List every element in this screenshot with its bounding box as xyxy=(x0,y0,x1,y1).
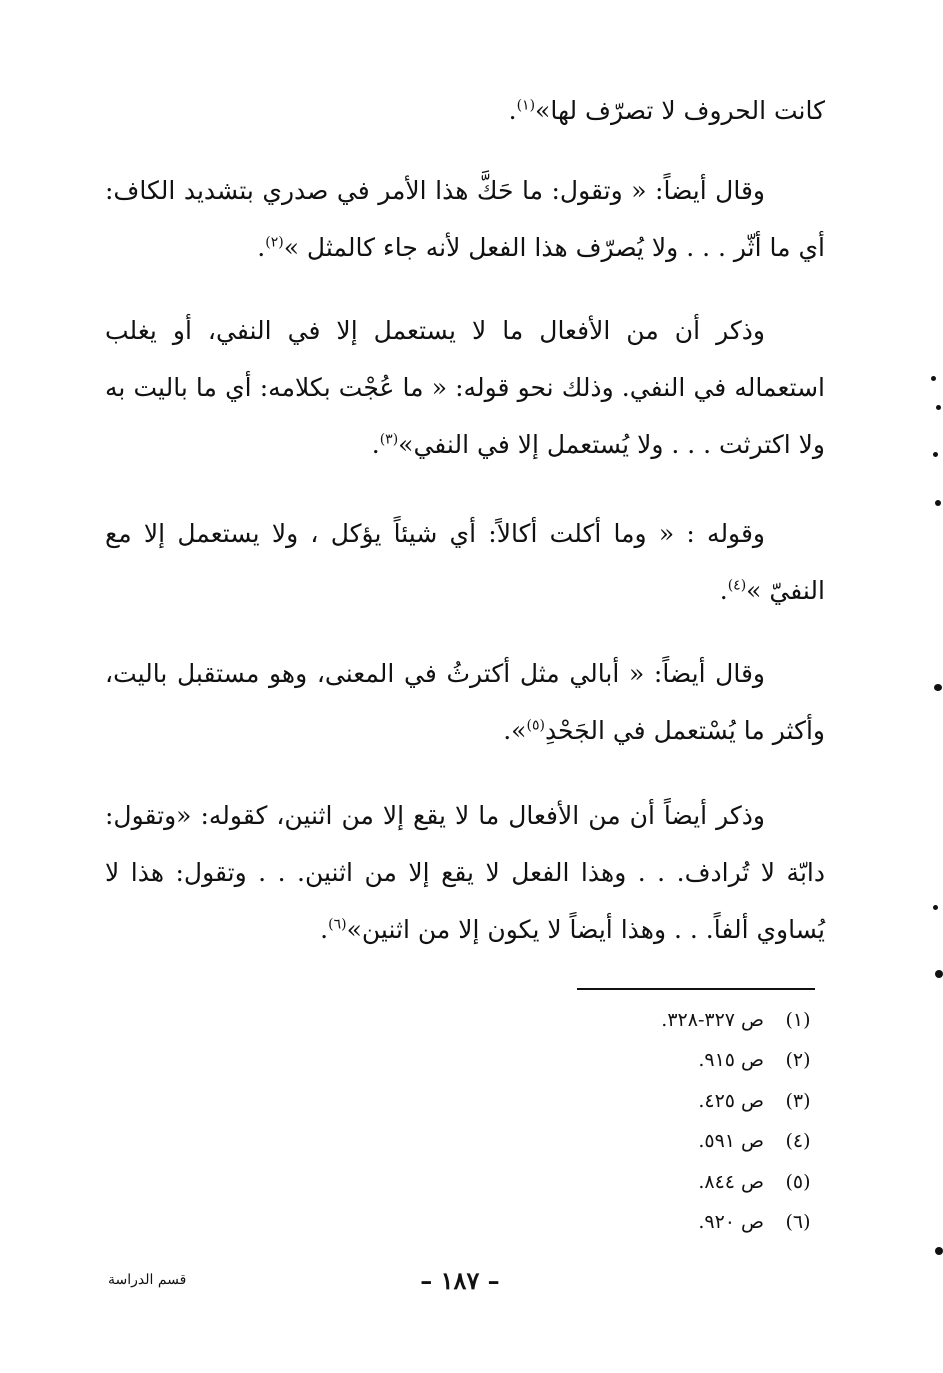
footnote-number: (٥) xyxy=(785,1170,811,1193)
footnote-item xyxy=(560,1081,820,1121)
footnote-reference: (١) xyxy=(516,97,536,114)
paragraph-negation-verbs xyxy=(105,302,825,473)
paragraph-body: وقال أيضاً: « وتقول: ما حَكَّ هذا الأمر في صدري بتشديد الكاف: أي ما أثّر . . . ولا يُصرّف هذا الفعل لأنه جاء كالمثل » xyxy=(105,176,825,262)
page-number: – ١٨٧ – xyxy=(420,1266,500,1295)
footnote-reference: (٥) xyxy=(526,717,545,734)
footnote-reference: (٤) xyxy=(727,577,747,594)
paragraph-text xyxy=(105,787,825,958)
footnote-item xyxy=(560,1040,820,1080)
footnote-text: ص ٤٢٥. xyxy=(698,1089,764,1112)
footnote-item xyxy=(560,1121,820,1161)
paragraph-text xyxy=(105,505,825,619)
paragraph-text xyxy=(105,645,825,759)
paragraph-end: . xyxy=(257,233,266,262)
paragraph-ubali xyxy=(105,645,825,759)
paragraph-end: . xyxy=(371,430,380,459)
footnote-reference: (٦) xyxy=(328,916,347,933)
footnote-text: ص ٨٤٤. xyxy=(698,1170,764,1193)
footnote-item xyxy=(560,1202,820,1242)
scan-speck xyxy=(931,376,936,381)
paragraph-end: . xyxy=(508,96,517,125)
footnote-item xyxy=(560,1000,820,1040)
footnote-item xyxy=(560,1162,820,1202)
scan-speck xyxy=(935,500,941,506)
footnote-text: ص ٩٢٠. xyxy=(698,1210,764,1233)
paragraph-hakka xyxy=(105,162,825,276)
footnote-text: ص ٥٩١. xyxy=(698,1130,764,1153)
running-title: قسم الدراسة xyxy=(108,1272,187,1288)
scan-speck xyxy=(933,905,938,910)
paragraph-body: وقال أيضاً: « أبالي مثل أكترثُ في المعنى، وهو مستقبل باليت، وأكثر ما يُسْتعمل في الجَحْدِ xyxy=(105,659,825,745)
footnote-reference: (٢) xyxy=(265,234,284,251)
scan-speck xyxy=(935,1247,943,1255)
paragraph-end: . xyxy=(719,576,728,605)
scan-speck xyxy=(936,405,941,410)
paragraph-body: كانت الحروف لا تصرّف لها» xyxy=(535,96,825,125)
paragraph-akala xyxy=(105,505,825,619)
paragraph-body: وذكر أيضاً أن من الأفعال ما لا يقع إلا من اثنين، كقوله: «وتقول: دابّة لا تُرادف. . . وهذا الفعل لا يقع إلا من اثنين. . . وتقول: هذا لا يُساوي ألفاً. . . وهذا أيضاً لا يكون إلا من اثنين» xyxy=(105,801,825,944)
footnote-number: (٤) xyxy=(785,1130,811,1153)
paragraph-continuation xyxy=(105,82,825,139)
paragraph-body: وذكر أن من الأفعال ما لا يستعمل إلا في النفي، أو يغلب استعماله في النفي. وذلك نحو قوله: « ما عُجْت بكلامه: أي ما باليت به ولا اكترثت . . . ولا يُستعمل إلا في النفي» xyxy=(105,316,825,459)
scan-speck xyxy=(935,970,943,978)
paragraph-text xyxy=(105,302,825,473)
footnotes-list xyxy=(560,1000,820,1242)
paragraph-text xyxy=(105,82,825,139)
scan-speck xyxy=(933,452,938,457)
footnote-number: (٣) xyxy=(785,1089,811,1112)
paragraph-end: ». xyxy=(503,716,527,745)
footnote-number: (١) xyxy=(785,1009,811,1031)
paragraph-end: . xyxy=(320,915,329,944)
footnote-number: (٢) xyxy=(785,1049,811,1072)
paragraph-text xyxy=(105,162,825,276)
footnote-reference: (٣) xyxy=(379,431,399,448)
footnote-text: ص ٣٢٧-٣٢٨. xyxy=(661,1009,764,1031)
footnote-text: ص ٩١٥. xyxy=(698,1049,764,1072)
scan-speck xyxy=(934,684,942,691)
footnote-number: (٦) xyxy=(785,1210,811,1233)
footnote-separator xyxy=(577,988,815,990)
paragraph-two-parties xyxy=(105,787,825,958)
paragraph-body: وقوله : « وما أكلت أكالاً: أي شيئاً يؤكل ، ولا يستعمل إلا مع النفيّ » xyxy=(105,519,825,605)
